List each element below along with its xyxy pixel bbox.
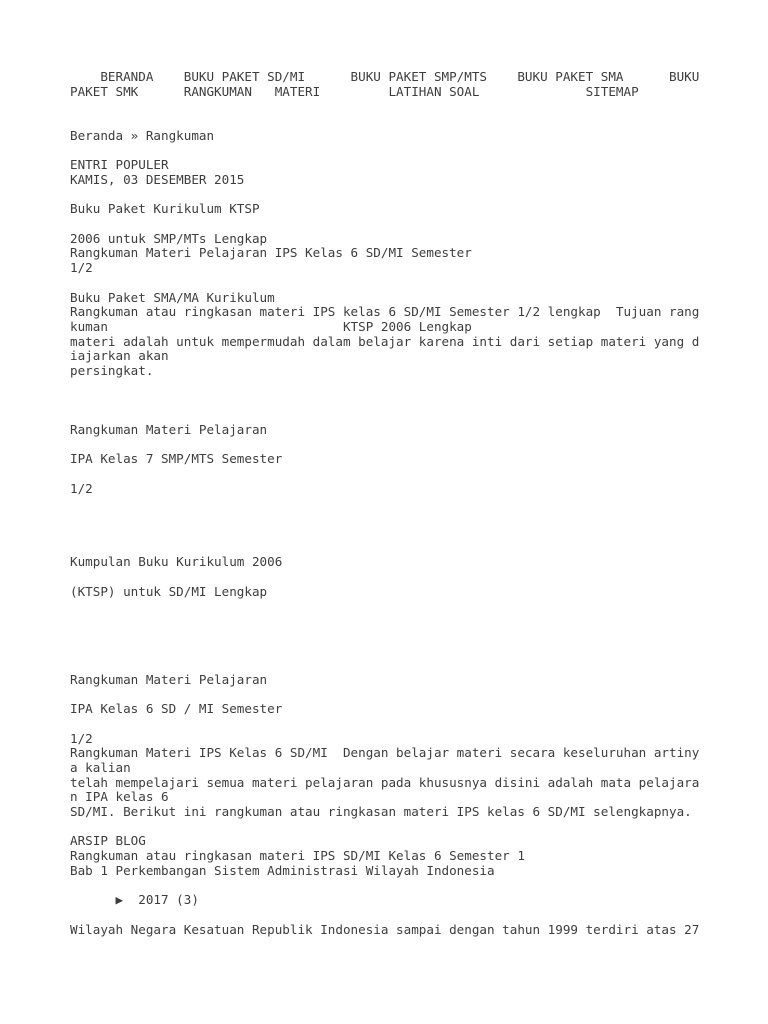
popular-entry-4-line-1[interactable]: Kumpulan Buku Kurikulum 2006	[70, 554, 283, 570]
popular-entry-3-line-2[interactable]: IPA Kelas 7 SMP/MTS Semester	[70, 451, 283, 467]
popular-entry-1-line-2[interactable]: 2006 untuk SMP/MTs Lengkap	[70, 230, 268, 246]
body-text-line: Wilayah Negara Kesatuan Republik Indonesia sampai dengan tahun 1999 terdiri atas 27	[70, 921, 700, 937]
popular-entry-5-line-3[interactable]: 1/2	[70, 730, 93, 746]
popular-entry-5-snippet-1: Rangkuman Materi IPS Kelas 6 SD/MI Dengan belajar materi secara keseluruhan artiny	[70, 745, 700, 761]
expand-arrow-icon[interactable]: ▶	[115, 892, 124, 908]
popular-entry-2-snippet-5: persingkat.	[70, 363, 154, 378]
popular-entry-3-line-1[interactable]: Rangkuman Materi Pelajaran	[70, 421, 268, 437]
post-date: KAMIS, 03 DESEMBER 2015	[70, 171, 245, 187]
popular-entry-2-title[interactable]: Buku Paket SMA/MA Kurikulum	[70, 289, 275, 305]
archive-link-2[interactable]: Bab 1 Perkembangan Sistem Administrasi Wilayah Indonesia	[70, 862, 495, 878]
popular-entry-2-snippet-1: Rangkuman atau ringkasan materi IPS kelas 6 SD/MI Semester 1/2 lengkap Tujuan rang	[70, 304, 700, 320]
popular-entry-5-snippet-3: telah mempelajari semua materi pelajaran pada khususnya disini adalah mata pelajara	[70, 774, 700, 790]
popular-entry-1-line-4[interactable]: 1/2	[70, 260, 93, 276]
popular-entry-5-snippet-4: n IPA kelas 6	[70, 789, 169, 805]
archive-year-2017[interactable]	[70, 879, 199, 923]
popular-entry-1-line-1[interactable]: Buku Paket Kurikulum KTSP	[70, 201, 260, 217]
archive-year-label: 2017 (3)	[123, 892, 199, 908]
popular-entry-1-line-3[interactable]: Rangkuman Materi Pelajaran IPS Kelas 6 SD/MI Semester	[70, 245, 472, 261]
popular-entry-2-snippet-3: materi adalah untuk mempermudah dalam belajar karena inti dari setiap materi yang d	[70, 333, 700, 349]
popular-entry-5-line-1[interactable]: Rangkuman Materi Pelajaran	[70, 671, 268, 687]
popular-entry-2-snippet-4: iajarkan akan	[70, 348, 169, 364]
popular-entry-5-line-2[interactable]: IPA Kelas 6 SD / MI Semester	[70, 701, 283, 717]
breadcrumb[interactable]: Beranda » Rangkuman	[70, 127, 215, 143]
popular-entry-5-snippet-5: SD/MI. Berikut ini rangkuman atau ringkasan materi IPS kelas 6 SD/MI selengkapnya.	[70, 804, 692, 819]
popular-entry-2-snippet-2: kuman KTSP 2006 Lengkap	[70, 318, 472, 334]
page-text	[70, 70, 730, 1000]
archive-link-1[interactable]: Rangkuman atau ringkasan materi IPS SD/MI Kelas 6 Semester 1	[70, 848, 525, 864]
arsip-blog-heading: ARSIP BLOG	[70, 833, 146, 849]
entri-populer-heading: ENTRI POPULER	[70, 157, 169, 173]
popular-entry-4-line-2[interactable]: (KTSP) untuk SD/MI Lengkap	[70, 583, 268, 599]
nav-row-1[interactable]: BERANDA BUKU PAKET SD/MI BUKU PAKET SMP/MTS BUKU PAKET SMA BUKU	[70, 69, 700, 84]
popular-entry-3-line-3[interactable]: 1/2	[70, 480, 93, 496]
popular-entry-5-snippet-2: a kalian	[70, 759, 131, 775]
nav-row-2[interactable]: PAKET SMK RANGKUMAN MATERI LATIHAN SOAL SITEMAP	[70, 83, 639, 99]
